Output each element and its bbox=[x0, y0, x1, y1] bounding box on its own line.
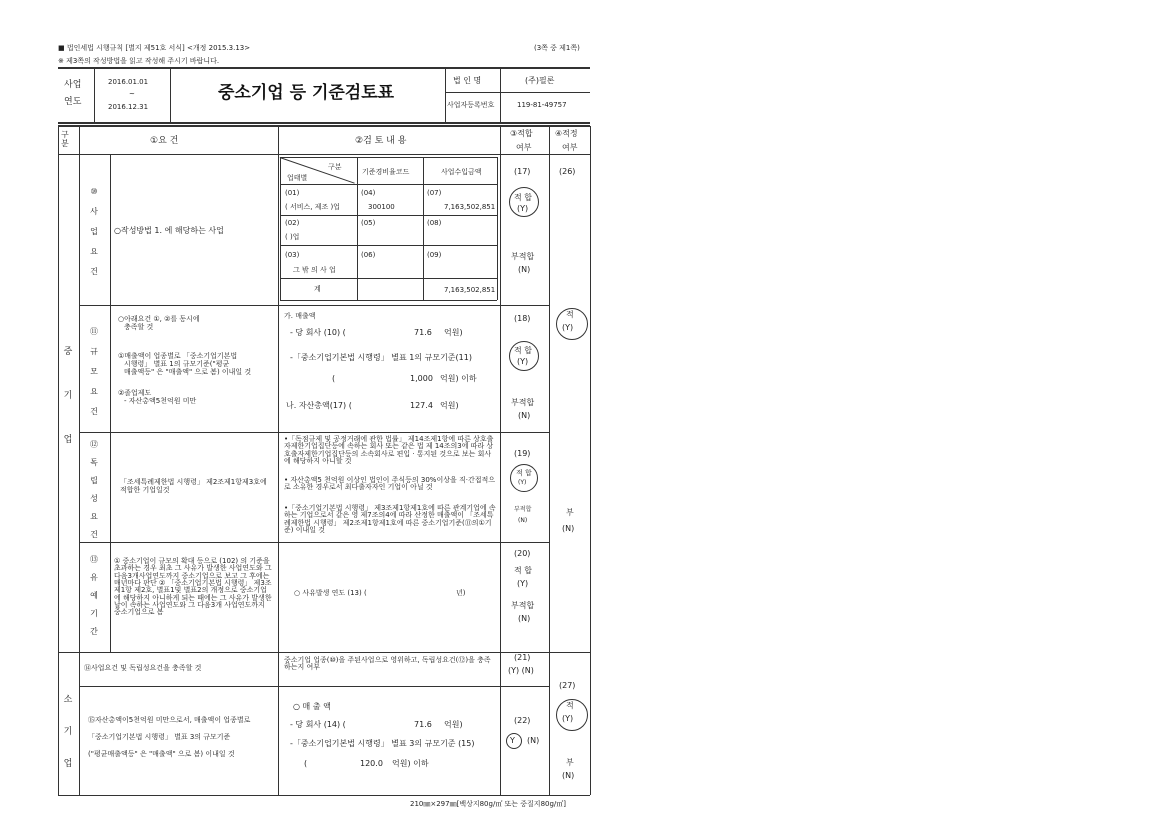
col-requirement: ①요 건 bbox=[150, 136, 179, 146]
period-start: 2016.01.01 bbox=[108, 78, 149, 86]
grace-fit-no-label: 부적합 bbox=[511, 601, 535, 610]
grace-rev: ○ 사유발생 연도 (13) ( bbox=[294, 589, 367, 597]
reg-no-value: 119-81-49757 bbox=[517, 101, 567, 109]
small-2-rev-b-val: 71.6 bbox=[414, 720, 432, 729]
inner-header-revenue: 사업수입금액 bbox=[441, 168, 482, 176]
independence-req: 「조세특례제한법 시행령」 제2조제1항제3호에 적합한 기업일것 bbox=[120, 478, 267, 495]
cell-r2-a: (02) bbox=[285, 219, 300, 227]
cell-r1-c: (07) bbox=[427, 189, 442, 197]
grace-fit-yes-y: (Y) bbox=[517, 579, 529, 588]
scale-rev-b-val: 71.6 bbox=[414, 328, 432, 337]
period-end: 2016.12.31 bbox=[108, 103, 149, 111]
scale-fit-no: (18) bbox=[514, 314, 531, 323]
grace-req: ① 중소기업이 규모의 확대 등으로 (102) 의 기준을 초과하는 경우 최초 그 사유가 발생한 사업연도와 그 다음3개사업연도까지 중소기업으로 보고 그 후에는 매년마다 판단 ② 「중소기업기본법 시행령」 제3조제1항 제2호, 별표1및 별표2의 개정으로 중소기업에 해당하지 아니하게 되는 때에는 그 사유가 발생한 날이 속하는 사업연도와 그 다음3개 사업연도까지 중소기업으로 봄 bbox=[114, 557, 272, 617]
section-small: 소기업 bbox=[63, 695, 73, 769]
scale-req-2c: 매출액등" 은 "매출액" 으로 봄) 이내일 것 bbox=[124, 368, 252, 376]
business-fit-no-label: 부적합 bbox=[511, 252, 535, 261]
small-result-no-n: (N) bbox=[562, 771, 575, 780]
cell-r3-a2: 그 밖 의 사 업 bbox=[293, 266, 336, 274]
cell-total-value: 7,163,502,851 bbox=[444, 286, 496, 294]
scale-req-3: ②졸업제도 bbox=[118, 389, 152, 397]
scale-label: ⑪규모요건 bbox=[90, 327, 98, 416]
independence-rev-3: •「중소기업기본법 시행령」 제3조제1항제1호에 따른 관계기업에 속하는 기업으로서 같은 영 제7조의4에 따라 산정한 매출액이 「조세특례제한법 시행령」 제2조제1항제1호에 따른 중소기업기준(⑪의①기준) 이내일 것 bbox=[284, 504, 496, 535]
scale-req-1: ○아래요건 ①, ②를 동시에 bbox=[118, 315, 200, 323]
col-review: ②검 토 내 용 bbox=[355, 136, 407, 146]
business-year-label: 사업 bbox=[64, 80, 82, 90]
small-2-rev-c: -「중소기업기본법 시행령」 별표 3의 규모기준 (15) bbox=[290, 739, 475, 748]
small-1-req: ⑭사업요건 및 독립성요건을 충족할 것 bbox=[84, 664, 202, 672]
small-2-rev-b-unit: 억원) bbox=[444, 720, 463, 729]
sme-result-yes-y: (Y) bbox=[562, 323, 574, 332]
scale-rev-e: 나. 자산총액(17) ( bbox=[286, 401, 352, 410]
small-2-req-3: ("평균매출액등" 은 "매출액" 으로 봄) 이내일 것 bbox=[88, 750, 235, 758]
independence-rev-1: •「독점규제 및 공정거래에 관한 법률」 제14조제1항에 따른 상호출자제한기업집단등에 속하는 회사 또는 같은 법 제 14조의3에 따라 상호출자제한기업집단등의 소속회사로 편입 · 통지된 것으로 보는 회사에 해당하지 아니할 것 bbox=[284, 435, 494, 466]
business-fit-no: (17) bbox=[514, 167, 531, 176]
independence-rev-2: • 자산총액5 천억원 이상인 법인이 주식등의 30%이상을 직·간접적으로 소유한 경우로서 최다출자자인 기업이 아닐 것 bbox=[284, 476, 495, 492]
small-2-fit-n: (N) bbox=[527, 736, 540, 745]
grace-label: ⑬유예기간 bbox=[90, 555, 98, 636]
scale-fit-no-n: (N) bbox=[518, 411, 531, 420]
small-2-rev-a: ○ 매 출 액 bbox=[293, 702, 331, 711]
scale-rev-b: - 당 회사 (10) ( bbox=[290, 328, 346, 337]
scale-rev-d-val: 1,000 bbox=[410, 374, 433, 383]
section-sme: 중기업 bbox=[63, 347, 73, 445]
independence-fit-no-label: 부적합 bbox=[514, 506, 532, 513]
business-fit-yes-y: (Y) bbox=[517, 204, 529, 213]
instruction-note: ※ 제3쪽의 작성방법을 읽고 작성해 주시기 바랍니다. bbox=[58, 57, 220, 65]
business-year-label-2: 연도 bbox=[64, 97, 82, 107]
small-result-yes: 적 bbox=[566, 701, 574, 710]
cell-r1-b2: 300100 bbox=[368, 203, 395, 211]
scale-fit-yes-y: (Y) bbox=[517, 357, 529, 366]
scale-rev-e-val: 127.4 bbox=[410, 401, 433, 410]
small-result-yes-y: (Y) bbox=[562, 714, 574, 723]
grace-rev-unit: 년) bbox=[456, 589, 466, 597]
reg-no-label: 사업자등록번호 bbox=[447, 101, 495, 109]
cell-total-label: 계 bbox=[314, 285, 321, 293]
sme-result-yes: 적 bbox=[566, 310, 574, 319]
cell-r2-a2: ( )업 bbox=[285, 233, 300, 241]
small-result-no-label: 부 bbox=[566, 758, 574, 767]
small-2-rev-d: ( bbox=[304, 759, 308, 768]
col-fit-4-b: 여부 bbox=[562, 143, 578, 152]
sme-result-no: (26) bbox=[559, 167, 576, 176]
scale-rev-d-unit: 억원) 이하 bbox=[440, 374, 477, 383]
small-2-rev-b: - 당 회사 (14) ( bbox=[290, 720, 346, 729]
small-1-rev: 중소기업 업종(⑩)을 주된사업으로 영위하고, 독립성요건(⑫)을 충족하는지 여부 bbox=[284, 656, 491, 672]
cell-r3-b: (06) bbox=[361, 251, 376, 259]
col-category: 구분 bbox=[61, 130, 69, 149]
page-info: (3쪽 중 제1쪽) bbox=[534, 44, 580, 52]
scale-rev-a: 가. 매출액 bbox=[284, 312, 316, 320]
inner-corner-top: 구분 bbox=[328, 163, 342, 171]
cell-r1-a2: ( 서비스, 제조 )업 bbox=[285, 203, 340, 211]
small-2-rev-d-val: 120.0 bbox=[360, 759, 383, 768]
independence-fit-no-n: (N) bbox=[518, 517, 528, 524]
inner-header-code: 기준경비율코드 bbox=[362, 168, 410, 176]
scale-rev-d: ( bbox=[332, 374, 336, 383]
business-requirement: ○작성방법 1. 에 해당하는 사업 bbox=[114, 226, 224, 235]
grace-fit-no: (20) bbox=[514, 549, 531, 558]
small-1-fit-yn: (Y) (N) bbox=[508, 666, 534, 675]
small-2-fit-y: Y bbox=[510, 736, 515, 745]
form-title: 중소기업 등 기준검토표 bbox=[218, 83, 395, 103]
scale-req-1b: 충족할 것 bbox=[124, 323, 154, 331]
cell-r2-c: (08) bbox=[427, 219, 442, 227]
regulation-header: ■ 법인세법 시행규칙 [별지 제51호 서식] <개정 2015.3.13> bbox=[58, 44, 251, 52]
scale-fit-no-label: 부적합 bbox=[511, 398, 535, 407]
sme-result-no-n: (N) bbox=[562, 524, 575, 533]
paper-spec-footer: 210㎜×297㎜[백상지80g/㎡ 또는 중질지80g/㎡] bbox=[410, 800, 567, 808]
small-2-rev-d-unit: 억원) 이하 bbox=[392, 759, 429, 768]
grace-fit-no-n: (N) bbox=[518, 614, 531, 623]
scale-rev-b-unit: 억원) bbox=[444, 328, 463, 337]
cell-r1-a: (01) bbox=[285, 189, 300, 197]
col-fit-4: ④적정 bbox=[555, 129, 578, 138]
business-fit-no-n: (N) bbox=[518, 265, 531, 274]
col-fit-3: ③적합 bbox=[510, 129, 533, 138]
independence-fit-yes: 적 합 bbox=[516, 469, 532, 477]
corp-name-label: 법 인 명 bbox=[453, 76, 482, 85]
independence-fit-yes-y: (Y) bbox=[518, 479, 527, 486]
small-2-req-1: ⑮자산총액이5천억원 미만으로서, 매출액이 업종별로 bbox=[88, 716, 251, 724]
grace-fit-yes: 적 합 bbox=[514, 566, 532, 575]
business-label: ⑩사업요건 bbox=[90, 187, 98, 276]
small-2-req-2: 「중소기업기본법 시행령」 별표 3의 규모기준 bbox=[88, 733, 231, 741]
cell-r1-c2: 7,163,502,851 bbox=[444, 203, 496, 211]
cell-r3-a: (03) bbox=[285, 251, 300, 259]
scale-rev-c: -「중소기업기본법 시행령」 별표 1의 규모기준(11) bbox=[290, 353, 472, 362]
period-separator: ~ bbox=[129, 90, 135, 98]
small-1-fit-no: (21) bbox=[514, 653, 531, 662]
scale-req-2b: 시행령」 별표 1의 규모기준("평균 bbox=[124, 360, 230, 368]
col-fit-3-b: 여부 bbox=[516, 143, 532, 152]
scale-req-2: ①매출액이 업종별로 「중소기업기본법 bbox=[118, 352, 238, 360]
business-fit-yes: 적 합 bbox=[514, 193, 532, 202]
independence-fit-no: (19) bbox=[514, 449, 531, 458]
scale-req-3b: - 자산총액5천억원 미만 bbox=[124, 397, 197, 405]
scale-fit-yes: 적 합 bbox=[514, 346, 532, 355]
scale-rev-e-unit: 억원) bbox=[440, 401, 459, 410]
independence-label: ⑫독립성요건 bbox=[90, 440, 98, 539]
small-result-no: (27) bbox=[559, 681, 576, 690]
sme-result-no-label: 부 bbox=[566, 508, 574, 517]
corp-name-value: (주)필론 bbox=[525, 76, 555, 85]
small-2-fit-no: (22) bbox=[514, 716, 531, 725]
cell-r1-b: (04) bbox=[361, 189, 376, 197]
cell-r2-b: (05) bbox=[361, 219, 376, 227]
cell-r3-c: (09) bbox=[427, 251, 442, 259]
inner-corner-bottom: 업태별 bbox=[287, 174, 308, 182]
